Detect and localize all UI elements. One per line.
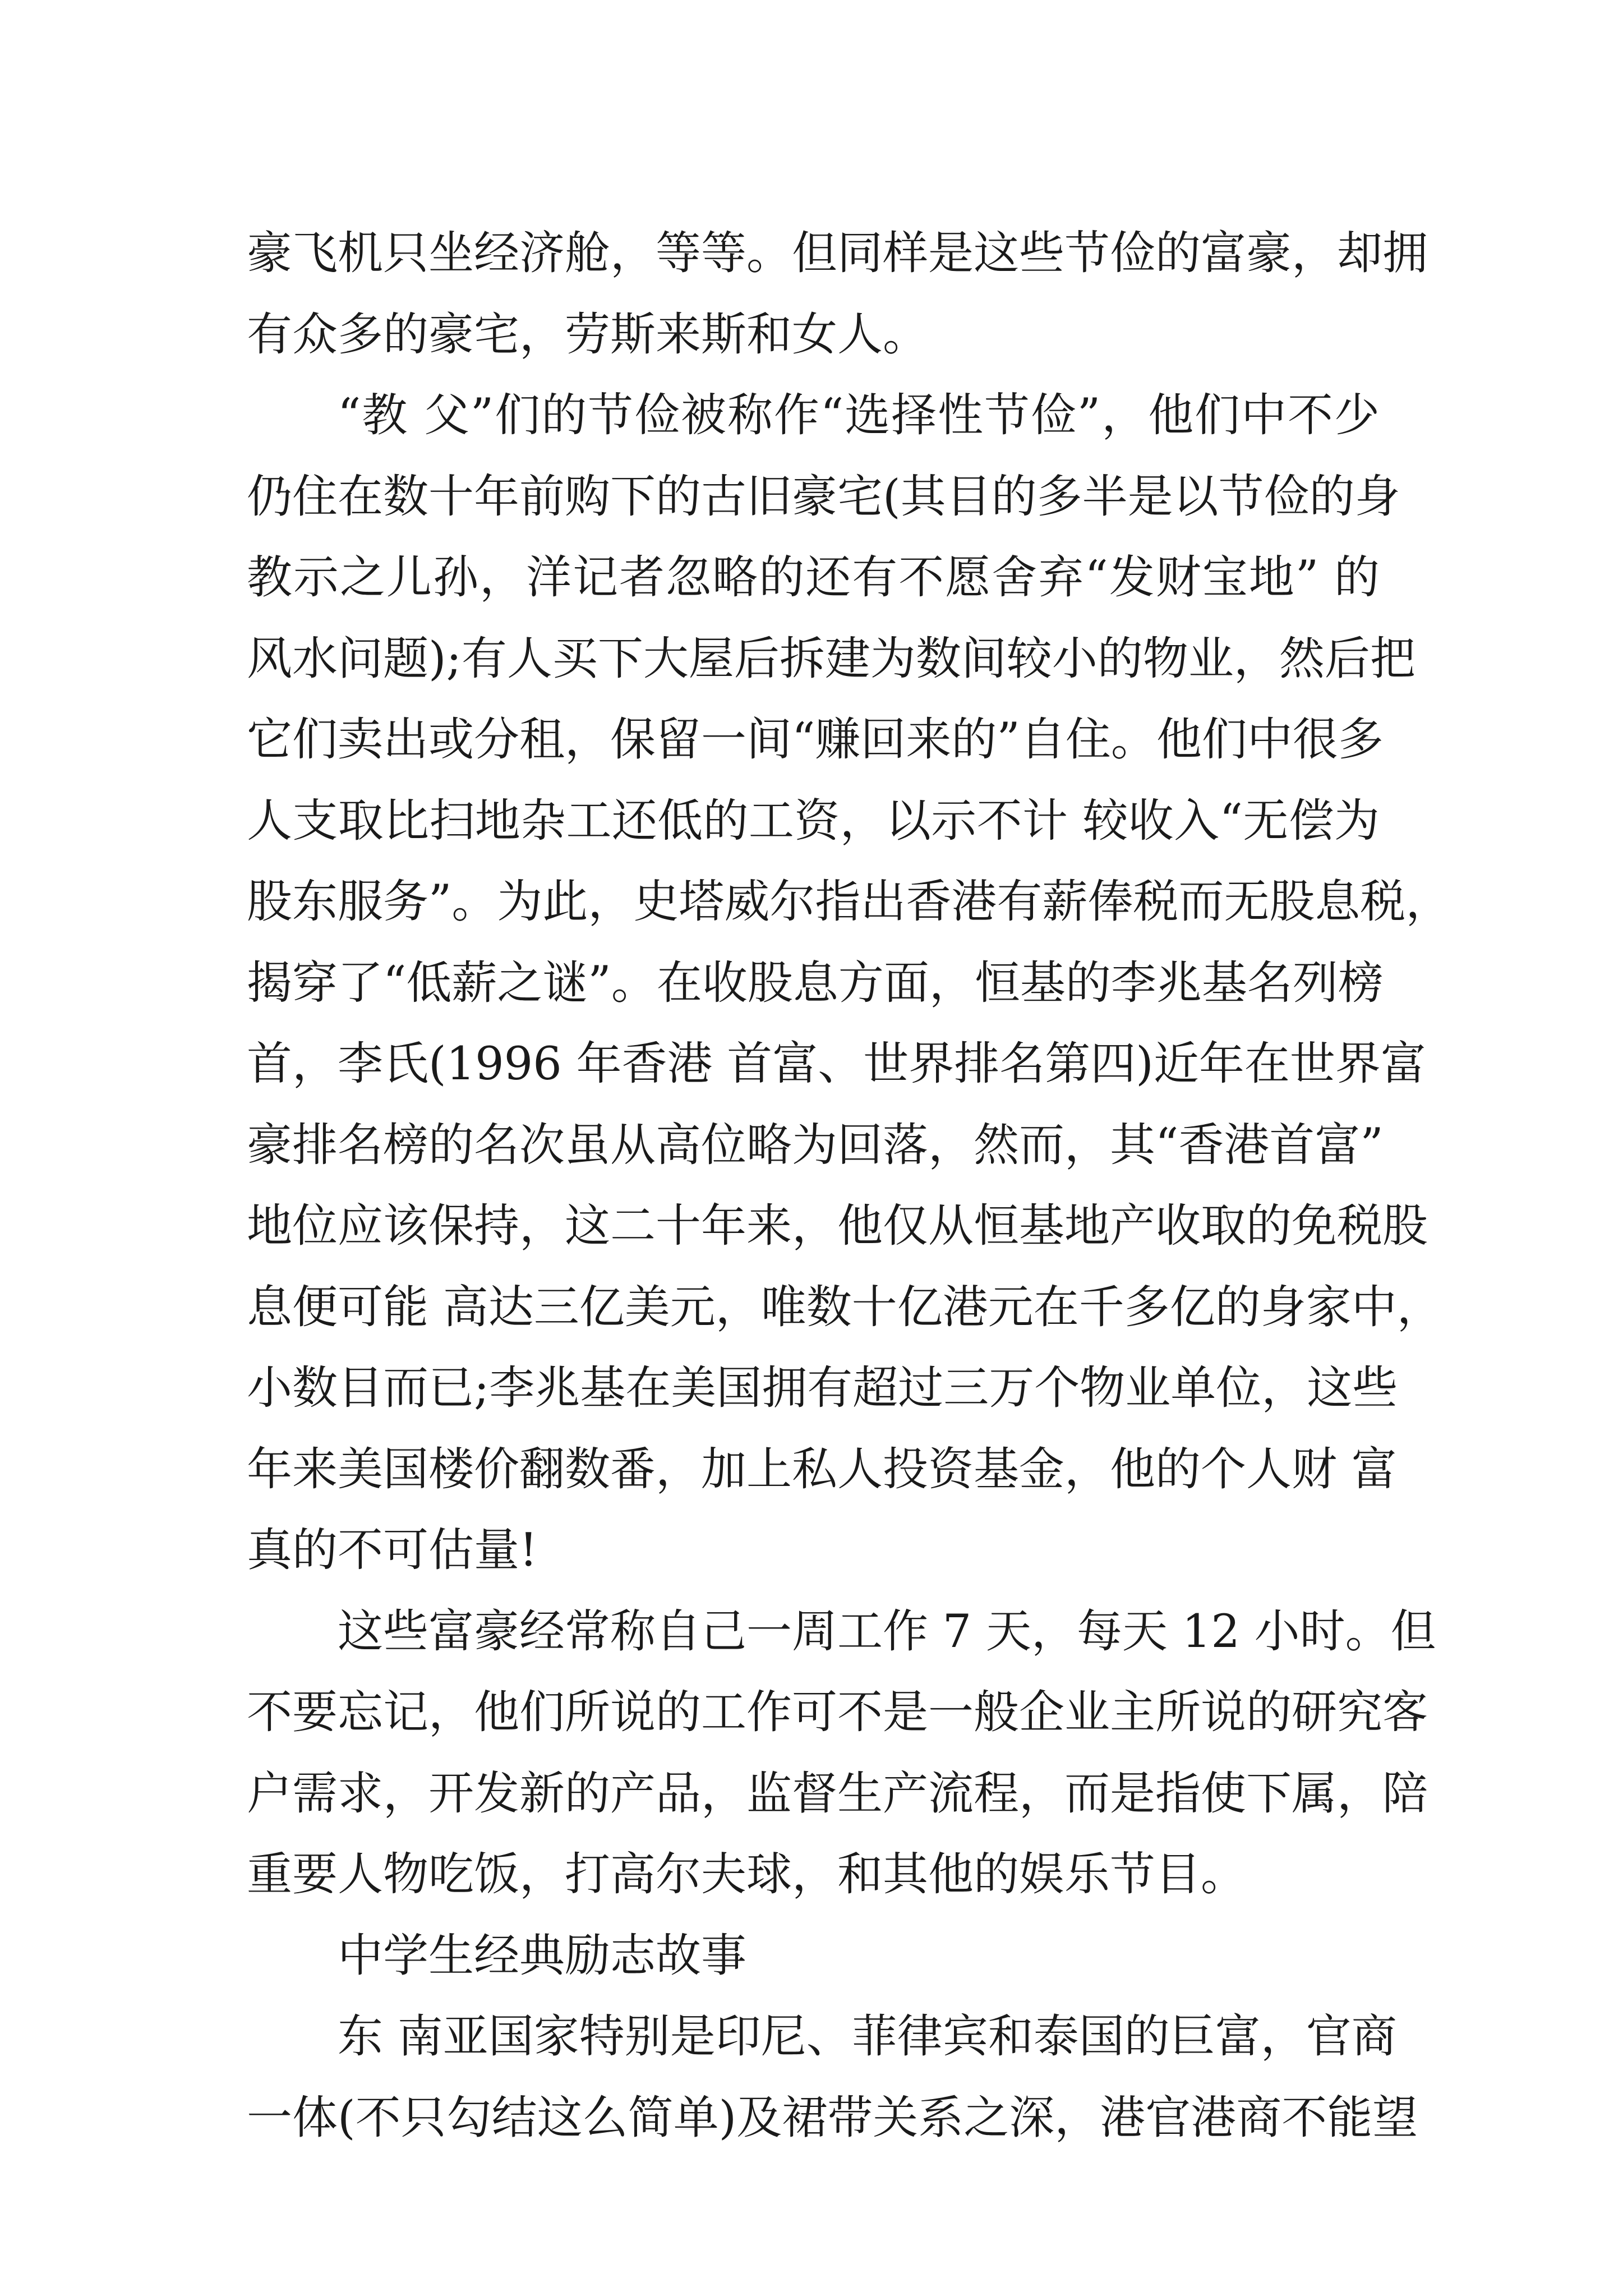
text-line: 息便可能 高达三亿美元，唯数十亿港元在千多亿的身家中， [247,1281,1442,1334]
text-line: 真的不可估量! [247,1524,538,1577]
text-line: 重要人物吃饭，打高尔夫球，和其他的娱乐节目。 [247,1848,1247,1901]
text-line: 揭穿了“低薪之谜”。在收股息方面，恒基的李兆基名列榜 [247,956,1384,1010]
text-line: 有众多的豪宅，劳斯来斯和女人。 [247,308,929,361]
text-line: 首，李氏(1996 年香港 首富、世界排名第四)近年在世界富 [247,1038,1426,1091]
text-line: 股东服务”。为此，史塔威尔指出香港有薪俸税而无股息税， [247,876,1451,928]
text-line: 东 南亚国家特别是印尼、菲律宾和泰国的巨富，官商 [338,2010,1397,2063]
text-line: 中学生经典励志故事 [338,1929,747,1982]
text-line: 不要忘记，他们所说的工作可不是一般企业主所说的研究客 [247,1686,1428,1739]
text-line: 小数目而已;李兆基在美国拥有超过三万个物业单位，这些 [247,1362,1398,1415]
text-line: 户需求，开发新的产品，监督生产流程，而是指使下属，陪 [247,1767,1428,1820]
text-line: 这些富豪经常称自己一周工作 7 天，每天 12 小时。但 [338,1605,1436,1658]
text-line: 豪排名榜的名次虽从高位略为回落，然而，其“香港首富” [247,1119,1384,1172]
text-line: 年来美国楼价翻数番，加上私人投资基金，他的个人财 富 [247,1443,1397,1496]
text-line: 风水问题);有人买下大屋后拆建为数间较小的物业，然后把 [247,632,1415,685]
text-line: 人支取比扫地杂工还低的工资，以示不计 较收入“无偿为 [247,794,1380,848]
text-line: 一体(不只勾结这么简单)及裙带关系之深，港官港商不能望 [247,2091,1418,2145]
text-line: 地位应该保持，这二十年来，他仅从恒基地产收取的免税股 [247,1200,1428,1253]
body-text [247,213,1451,2159]
text-line: 教示之儿孙，洋记者忽略的还有不愿舍弃“发财宝地” 的 [247,551,1380,604]
text-line: 它们卖出或分租，保留一间“赚回来的”自住。他们中很多 [247,714,1384,766]
text-line: 仍住在数十年前购下的古旧豪宅(其目的多半是以节俭的身 [247,470,1400,523]
text-line: 豪飞机只坐经济舱，等等。但同样是这些节俭的富豪，却拥 [247,227,1428,280]
text-line: “教 父”们的节俭被称作“选择性节俭”，他们中不少 [338,389,1380,442]
